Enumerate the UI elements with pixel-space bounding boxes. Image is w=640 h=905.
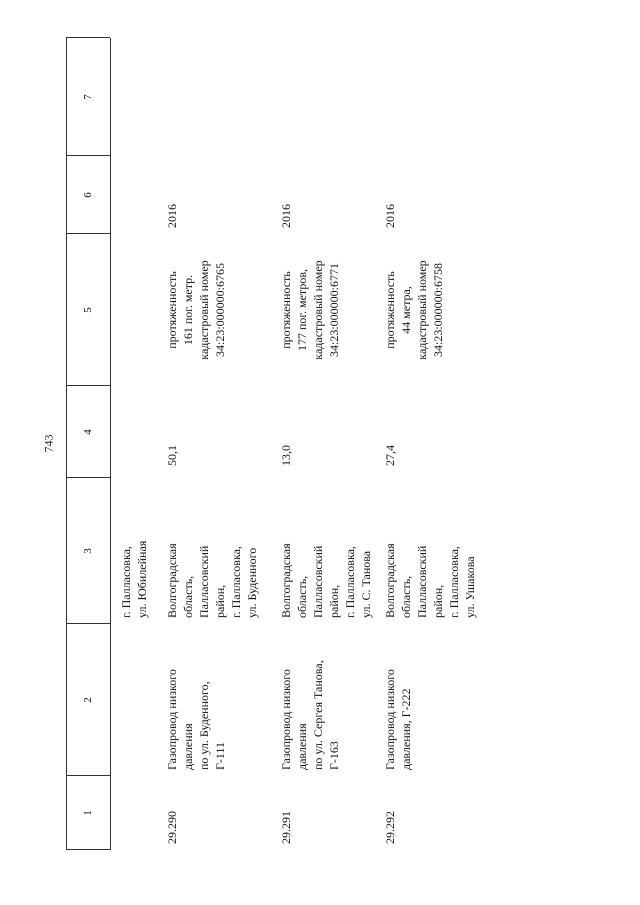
column-number-7: 7 <box>82 94 94 100</box>
table-row-continuation-address: г. Палласовка, ул. Юбилейная <box>119 540 149 618</box>
column-number-2: 2 <box>82 697 94 703</box>
column-number-4: 4 <box>82 429 94 435</box>
column-number-6: 6 <box>82 192 94 198</box>
registry-table <box>66 38 586 850</box>
row-3-description: протяженность 44 метра, кадастровый номер 34:23:000000:6758 <box>383 260 445 360</box>
row-2-description: протяженность 177 пог. метров, кадастровый номер 34:23:000000:6771 <box>279 260 341 360</box>
row-1-year: 2016 <box>165 204 179 228</box>
row-1-name: Газопровод низкого давления по ул. Буденного, Г-111 <box>165 669 227 770</box>
row-3-year: 2016 <box>383 204 397 228</box>
row-2-address: Волгоградская область, Палласовский район, г. Палласовка, ул. С. Танова <box>279 543 373 618</box>
row-3-value: 27,4 <box>383 445 397 466</box>
row-3-name: Газопровод низкого давления, Г-222 <box>383 669 413 770</box>
row-3-id: 29.292 <box>383 811 397 844</box>
page-number: 743 <box>41 434 56 453</box>
row-1-id: 29.290 <box>165 811 179 844</box>
column-number-3: 3 <box>82 548 94 554</box>
column-number-5: 5 <box>82 307 94 313</box>
row-2-value: 13,0 <box>279 445 293 466</box>
header-row-divider <box>110 38 111 850</box>
row-2-name: Газопровод низкого давления по ул. Сергея Танова, Г-163 <box>279 660 341 770</box>
row-1-description: протяженность 161 пог. метр. кадастровый номер 34:23:000000:6765 <box>165 260 227 360</box>
row-2-id: 29.291 <box>279 811 293 844</box>
row-3-address: Волгоградская область, Палласовский район, г. Палласовка, ул. Ушакова <box>383 543 477 618</box>
row-1-address: Волгоградская область, Палласовский район, г. Палласовка, ул. Буденного <box>165 543 259 618</box>
row-1-value: 50,1 <box>165 445 179 466</box>
column-number-1: 1 <box>82 810 94 816</box>
row-2-year: 2016 <box>279 204 293 228</box>
